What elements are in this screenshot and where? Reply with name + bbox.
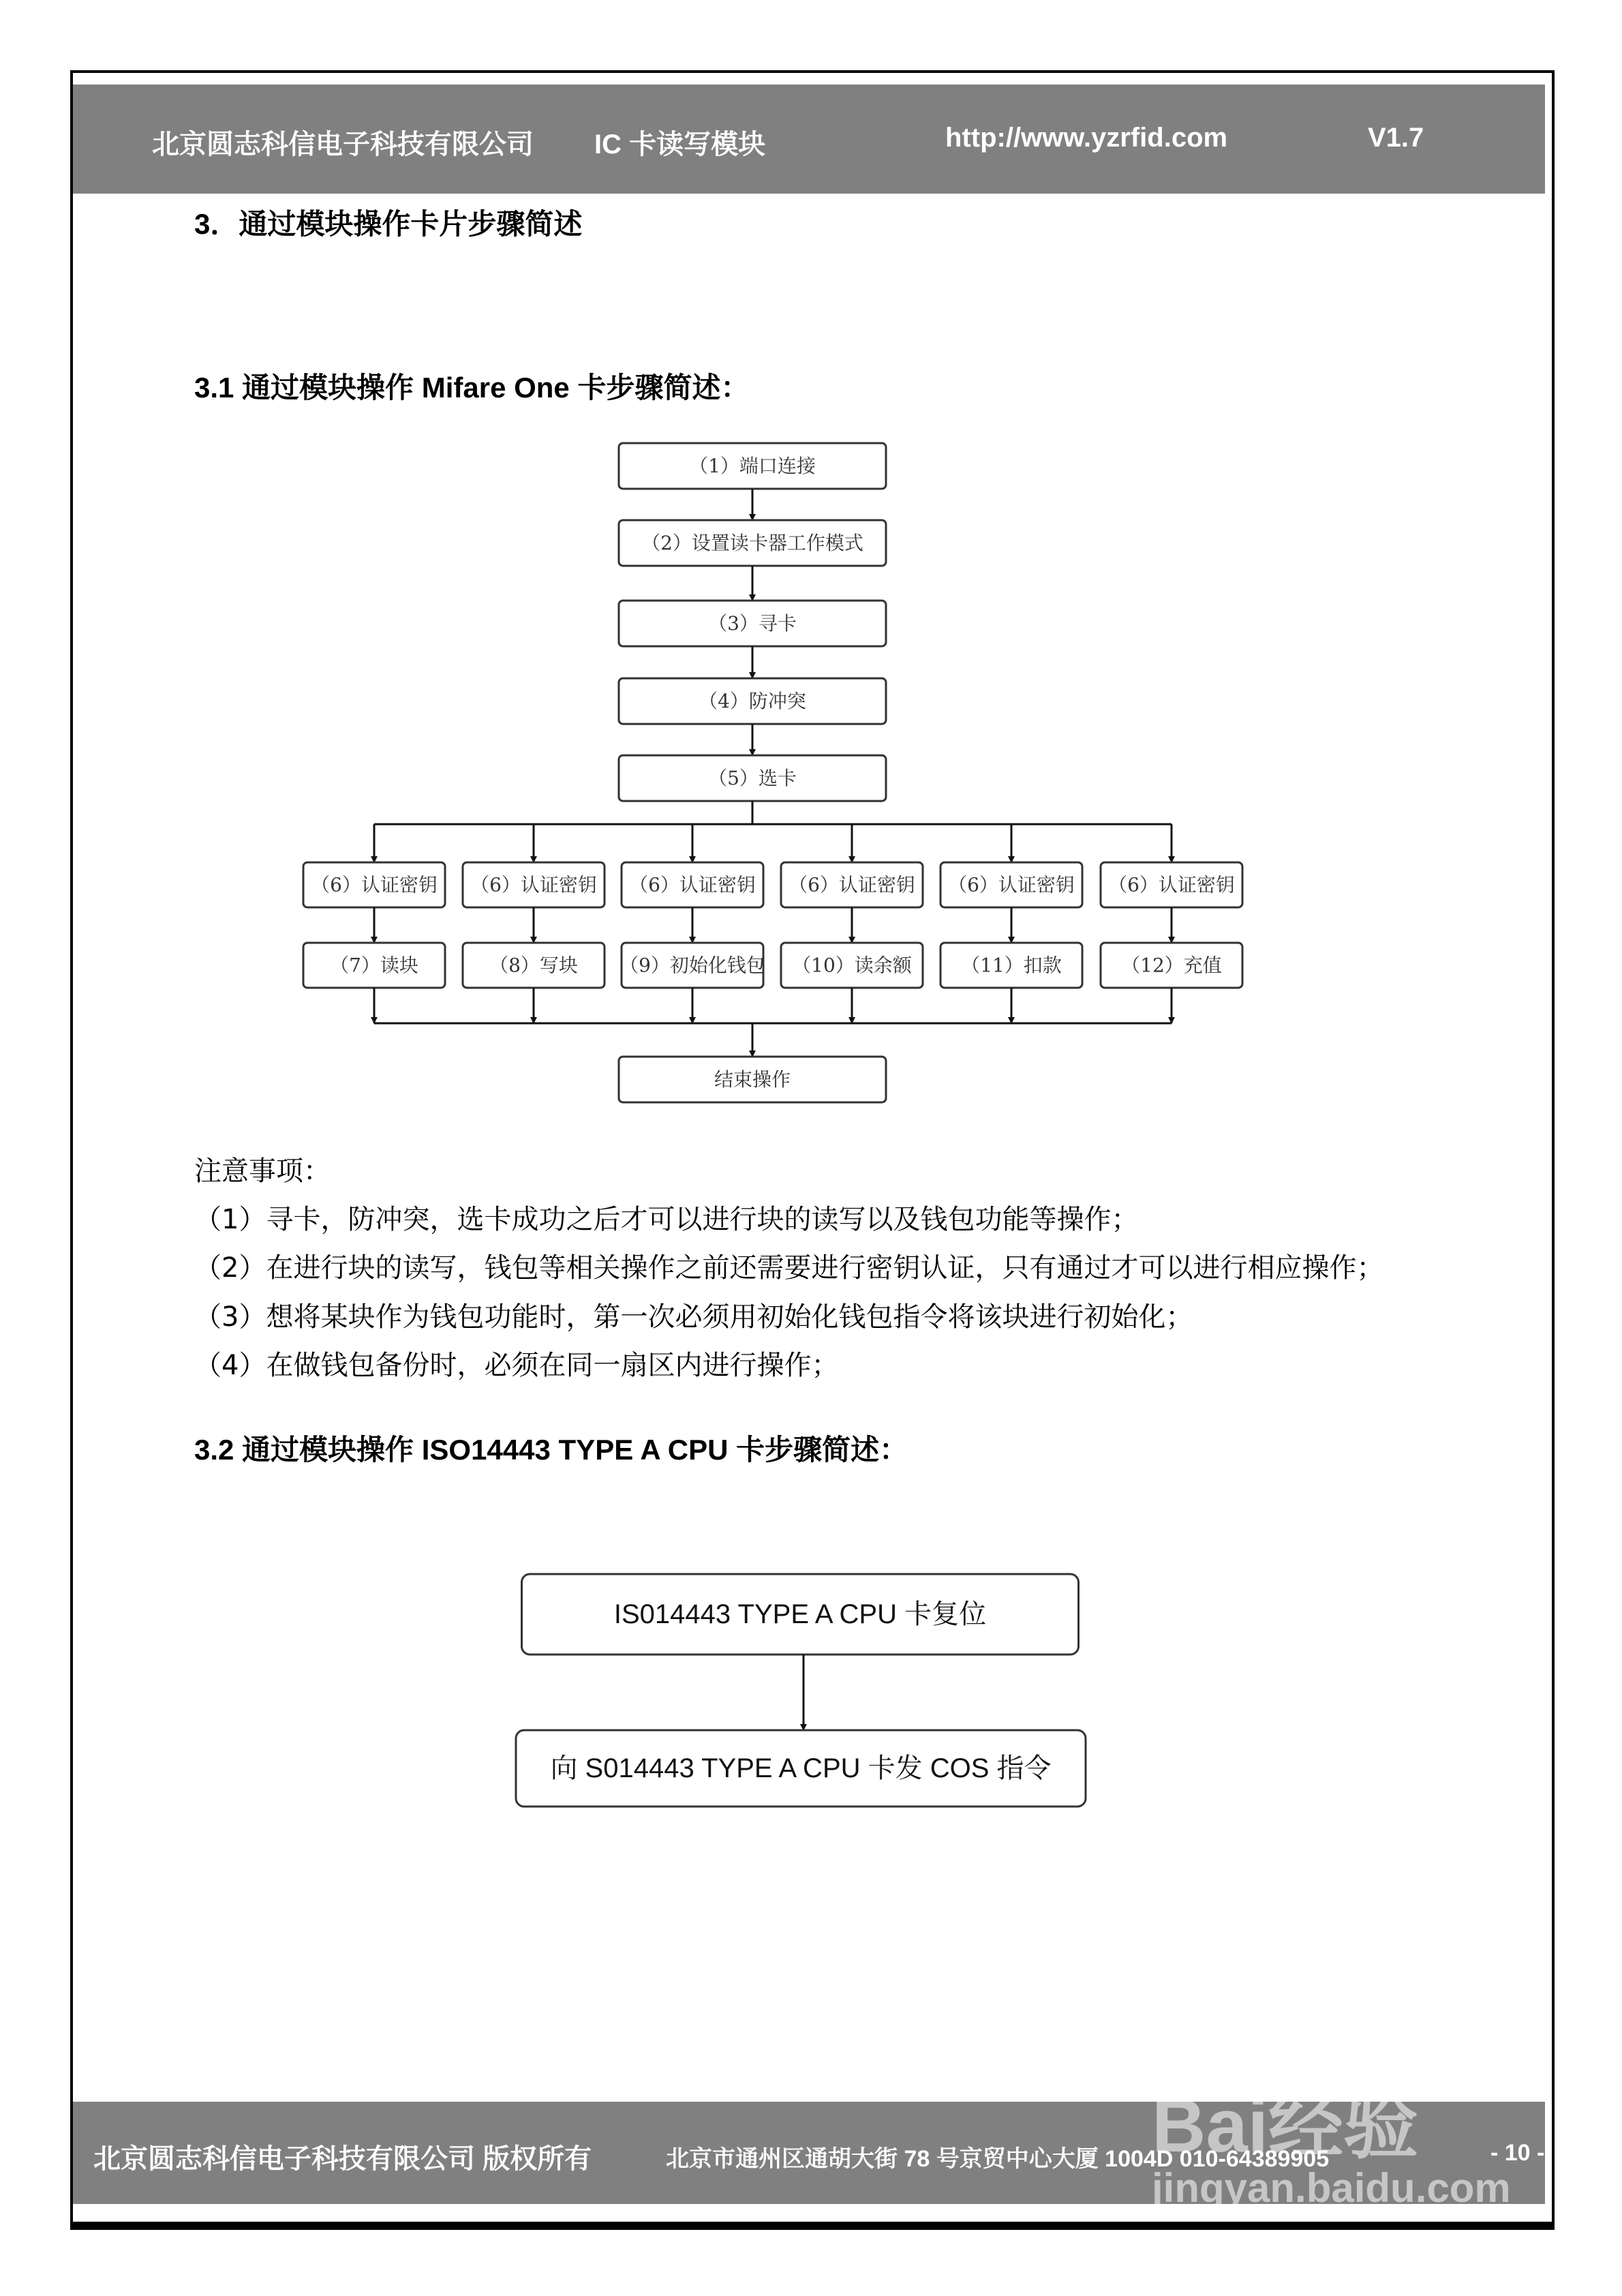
auth-4-label: （6）认证密钥: [789, 873, 915, 896]
footer-copyright: 北京圆志科信电子科技有限公司 版权所有: [93, 2144, 592, 2174]
cpu-reset-label: IS014443 TYPE A CPU 卡复位: [613, 1599, 987, 1629]
op-2-label: （8）写块: [489, 954, 578, 977]
step-3-label: （3）寻卡: [708, 612, 797, 635]
op-4-label: （10）读余额: [792, 954, 912, 977]
footer-page-number: - 10 -: [1490, 2140, 1545, 2166]
note-4: （4）在做钱包备份时，必须在同一扇区内进行操作；: [194, 1350, 839, 1381]
mifare-flowchart: [303, 443, 1242, 1102]
step-2-label: （2）设置读卡器工作模式: [641, 532, 863, 554]
watermark-site: jingyan.baidu.com: [1152, 2165, 1511, 2211]
header-version: V1.7: [1368, 123, 1424, 153]
cpu-flowchart: [516, 1574, 1086, 1807]
header-url[interactable]: http://www.yzrfid.com: [945, 123, 1228, 153]
auth-2-label: （6）认证密钥: [470, 873, 597, 896]
op-6-label: （12）充值: [1121, 954, 1222, 977]
step-1-label: （1）端口连接: [689, 455, 816, 477]
auth-3-label: （6）认证密钥: [629, 873, 756, 896]
section-3-1-title: 3.1 通过模块操作 Mifare One 卡步骤简述：: [194, 372, 750, 404]
auth-6-label: （6）认证密钥: [1108, 873, 1235, 896]
auth-1-label: （6）认证密钥: [311, 873, 438, 896]
op-1-label: （7）读块: [330, 954, 418, 977]
step-4-label: （4）防冲突: [699, 690, 806, 712]
end-label: 结束操作: [714, 1068, 791, 1091]
header-company: 北京圆志科信电子科技有限公司: [152, 130, 534, 160]
note-3: （3）想将某块作为钱包功能时，第一次必须用初始化钱包指令将该块进行初始化；: [194, 1301, 1193, 1333]
note-2: （2）在进行块的读写，钱包等相关操作之前还需要进行密钥认证，只有通过才可以进行相应操作；: [194, 1252, 1384, 1284]
header-product: IC 卡读写模块: [594, 130, 766, 160]
cpu-cos-label: 向 S014443 TYPE A CPU 卡发 COS 指令: [550, 1753, 1052, 1783]
step-5-label: （5）选卡: [708, 767, 797, 789]
notes-title: 注意事项：: [194, 1155, 331, 1187]
section-3-2-title: 3.2 通过模块操作 ISO14443 TYPE A CPU 卡步骤简述：: [194, 1434, 908, 1466]
watermark-logo: Bai经验: [1152, 2084, 1419, 2168]
op-3-label: （9）初始化钱包: [619, 954, 765, 977]
footer-address: 北京市通州区通胡大街 78 号京贸中心大厦 1004D 010-64389905: [666, 2146, 1330, 2172]
op-5-label: （11）扣款: [961, 954, 1062, 977]
section-3-title: 3．通过模块操作卡片步骤简述: [194, 208, 583, 240]
auth-5-label: （6）认证密钥: [948, 873, 1075, 896]
note-1: （1）寻卡，防冲突，选卡成功之后才可以进行块的读写以及钱包功能等操作；: [194, 1204, 1139, 1235]
